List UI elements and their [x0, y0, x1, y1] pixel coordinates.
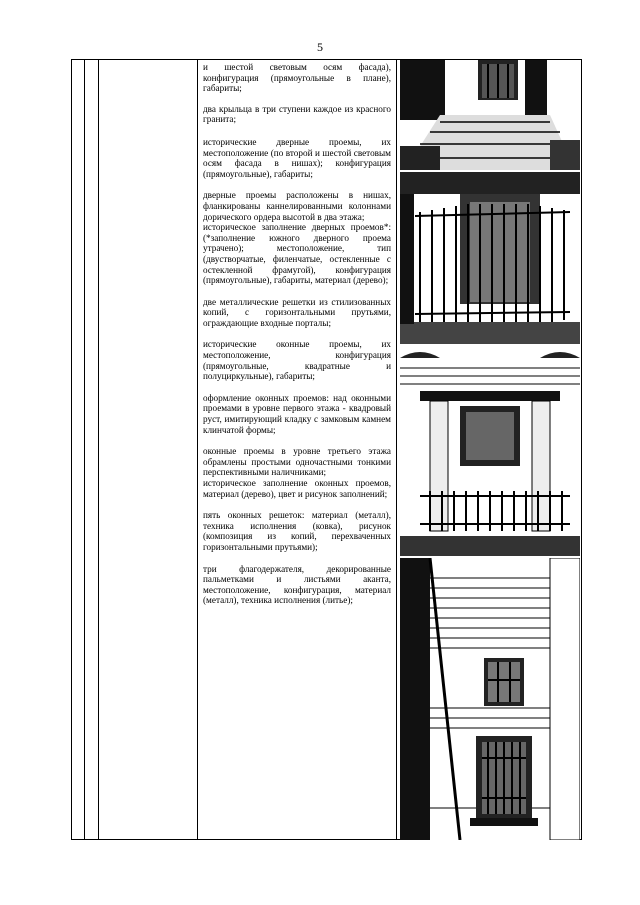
description-column — [203, 62, 391, 617]
paragraph: оконные проемы в уровне третьего этажа обрамлены простыми одночастными тонкими перспективными наличниками; — [203, 446, 391, 478]
paragraph: исторические оконные проемы, их местоположение, конфигурация (прямоугольные, квадратные и полуциркульные), габариты; — [203, 339, 391, 382]
paragraph: исторические дверные проемы, их местоположение (по второй и шестой световым осям фасада в нишах); конфигурация (прямоугольные), габариты; — [203, 136, 391, 179]
paragraph: две металлические решетки из стилизованных копий, с горизонтальными прутьями, ограждающие входные порталы; — [203, 296, 391, 328]
column-divider-1 — [84, 59, 85, 840]
paragraph: и шестой световым осям фасада), конфигурация (прямоугольные в плане), габариты; — [203, 62, 391, 94]
column-divider-3 — [197, 59, 198, 840]
page-number: 5 — [317, 40, 323, 54]
paragraph: два крыльца в три ступени каждое из красного гранита; — [203, 103, 391, 125]
paragraph: оформление оконных проемов: над оконными проемами в уровне первого этажа - квадровый руст, имитирующий кладку с замковым камнем клинчатой формы; — [203, 392, 391, 435]
facade-windows-photo — [400, 558, 580, 840]
column-divider-2 — [98, 59, 99, 840]
paragraph: историческое заполнение оконных проемов, материал (дерево), цвет и рисунок заполнений; — [203, 478, 391, 499]
photo-column — [400, 60, 580, 840]
paragraph: историческое заполнение дверных проемов*: (*заполнение южного дверного проема утрачено); местоположение, тип (двустворчатые, филенчатые, остекленные с остекленной фрамугой), конфигурация (прямоугольные), габариты, материал (дерево); — [203, 222, 391, 286]
paragraph: пять оконных решеток: материал (металл), техника исполнения (ковка), рисунок (композиция из копий, перехваченных горизонтальными прутьями); — [203, 510, 391, 552]
entrance-gate-photo — [400, 172, 580, 344]
paragraph: дверные проемы расположены в нишах, фланкированы каннелированными колоннами дорического ордера высотой в два этажа; — [203, 190, 391, 222]
portal-columns-photo — [400, 346, 580, 556]
porch-steps-photo — [400, 60, 580, 170]
column-divider-4 — [396, 59, 397, 840]
paragraph: три флагодержателя, декорированные пальметками и листьями аканта, местоположение, конфигурация, материал (металл), техника исполнения (литье); — [203, 563, 391, 606]
